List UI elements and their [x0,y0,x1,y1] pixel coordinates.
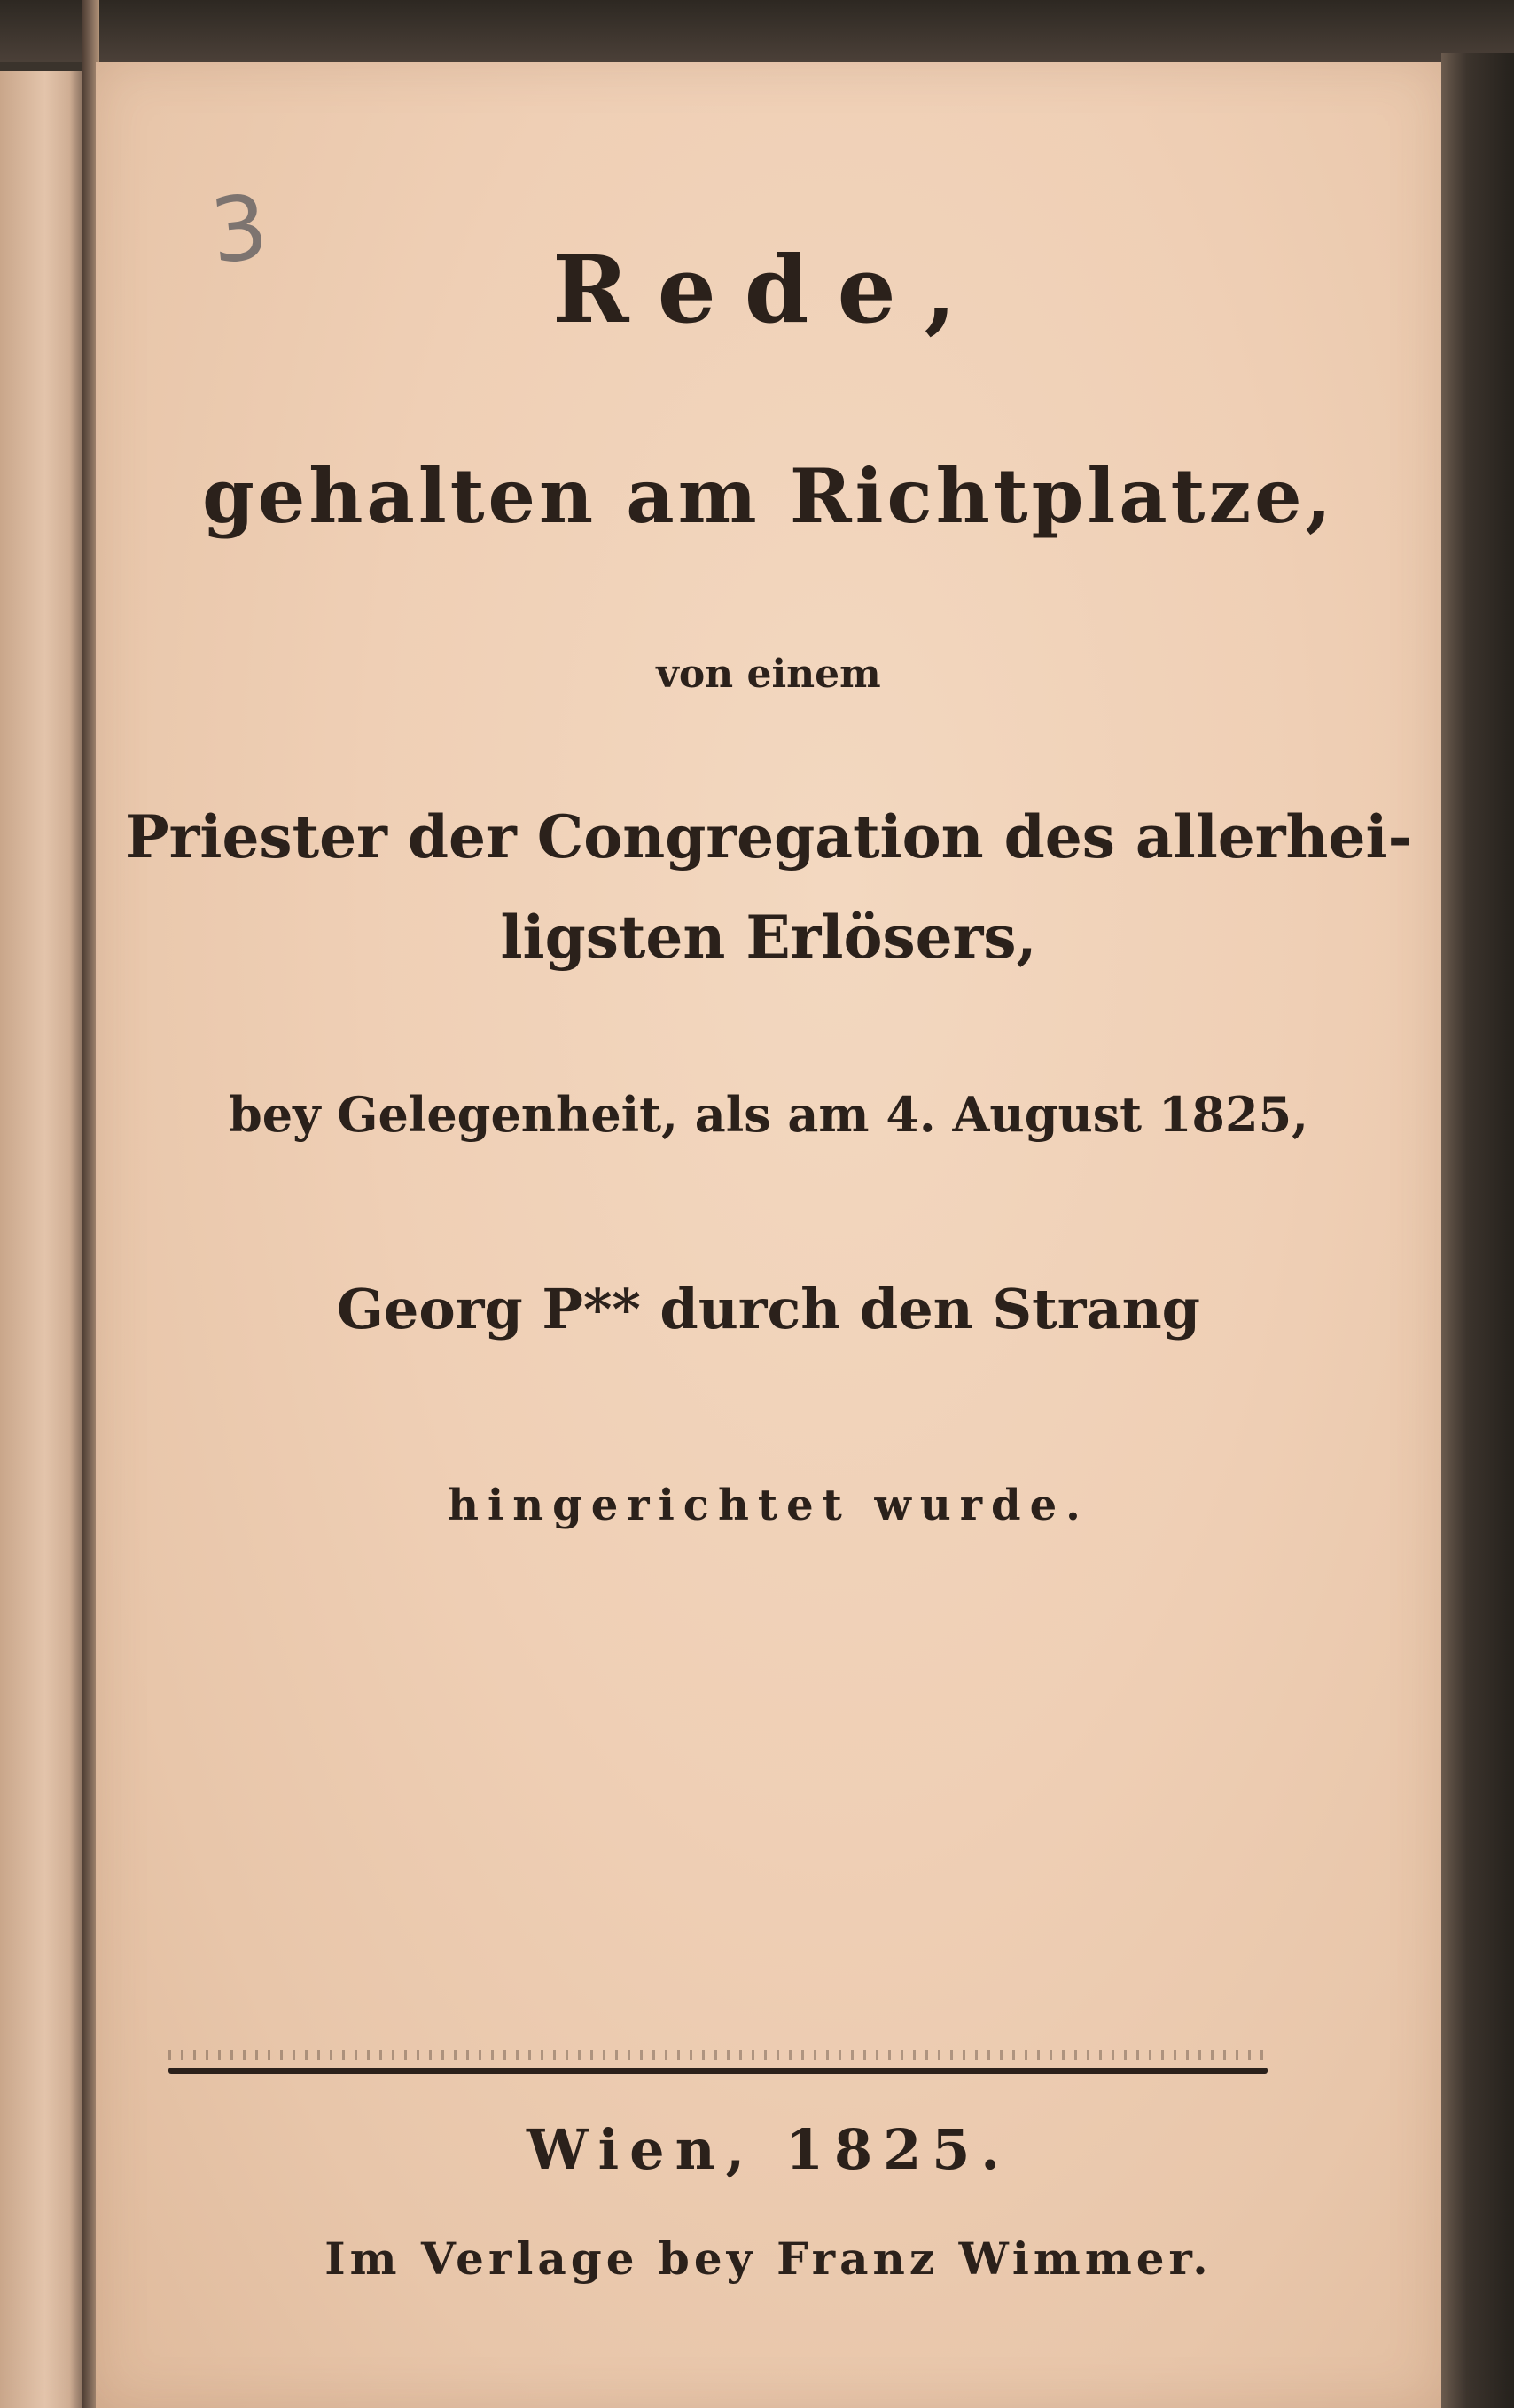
by-line: von einem [656,652,881,697]
left-facing-page [0,71,82,2408]
pencil-annotation: 3 [206,174,273,285]
author-line-2: ligsten Erlösers, [500,903,1037,972]
occasion-line: bey Gelegenheit, als am 4. August 1825, [229,1086,1308,1143]
page-title: Rede, [552,235,985,344]
imprint-place-year: Wien, 1825. [527,2117,1011,2182]
right-book-edge [1441,53,1514,2408]
author-line-1: Priester der Congregation des allerhei- [124,802,1413,872]
executed-line: hingerichtet wurde. [448,1481,1089,1530]
rule-ornament [168,2050,1268,2060]
imprint-publisher: Im Verlage bey Franz Wimmer. [324,2232,1213,2285]
top-edge [0,0,1514,62]
subtitle: gehalten am Richtplatze, [202,452,1335,540]
person-line: Georg P** durch den Strang [336,1277,1201,1341]
horizontal-rule [168,2068,1268,2074]
